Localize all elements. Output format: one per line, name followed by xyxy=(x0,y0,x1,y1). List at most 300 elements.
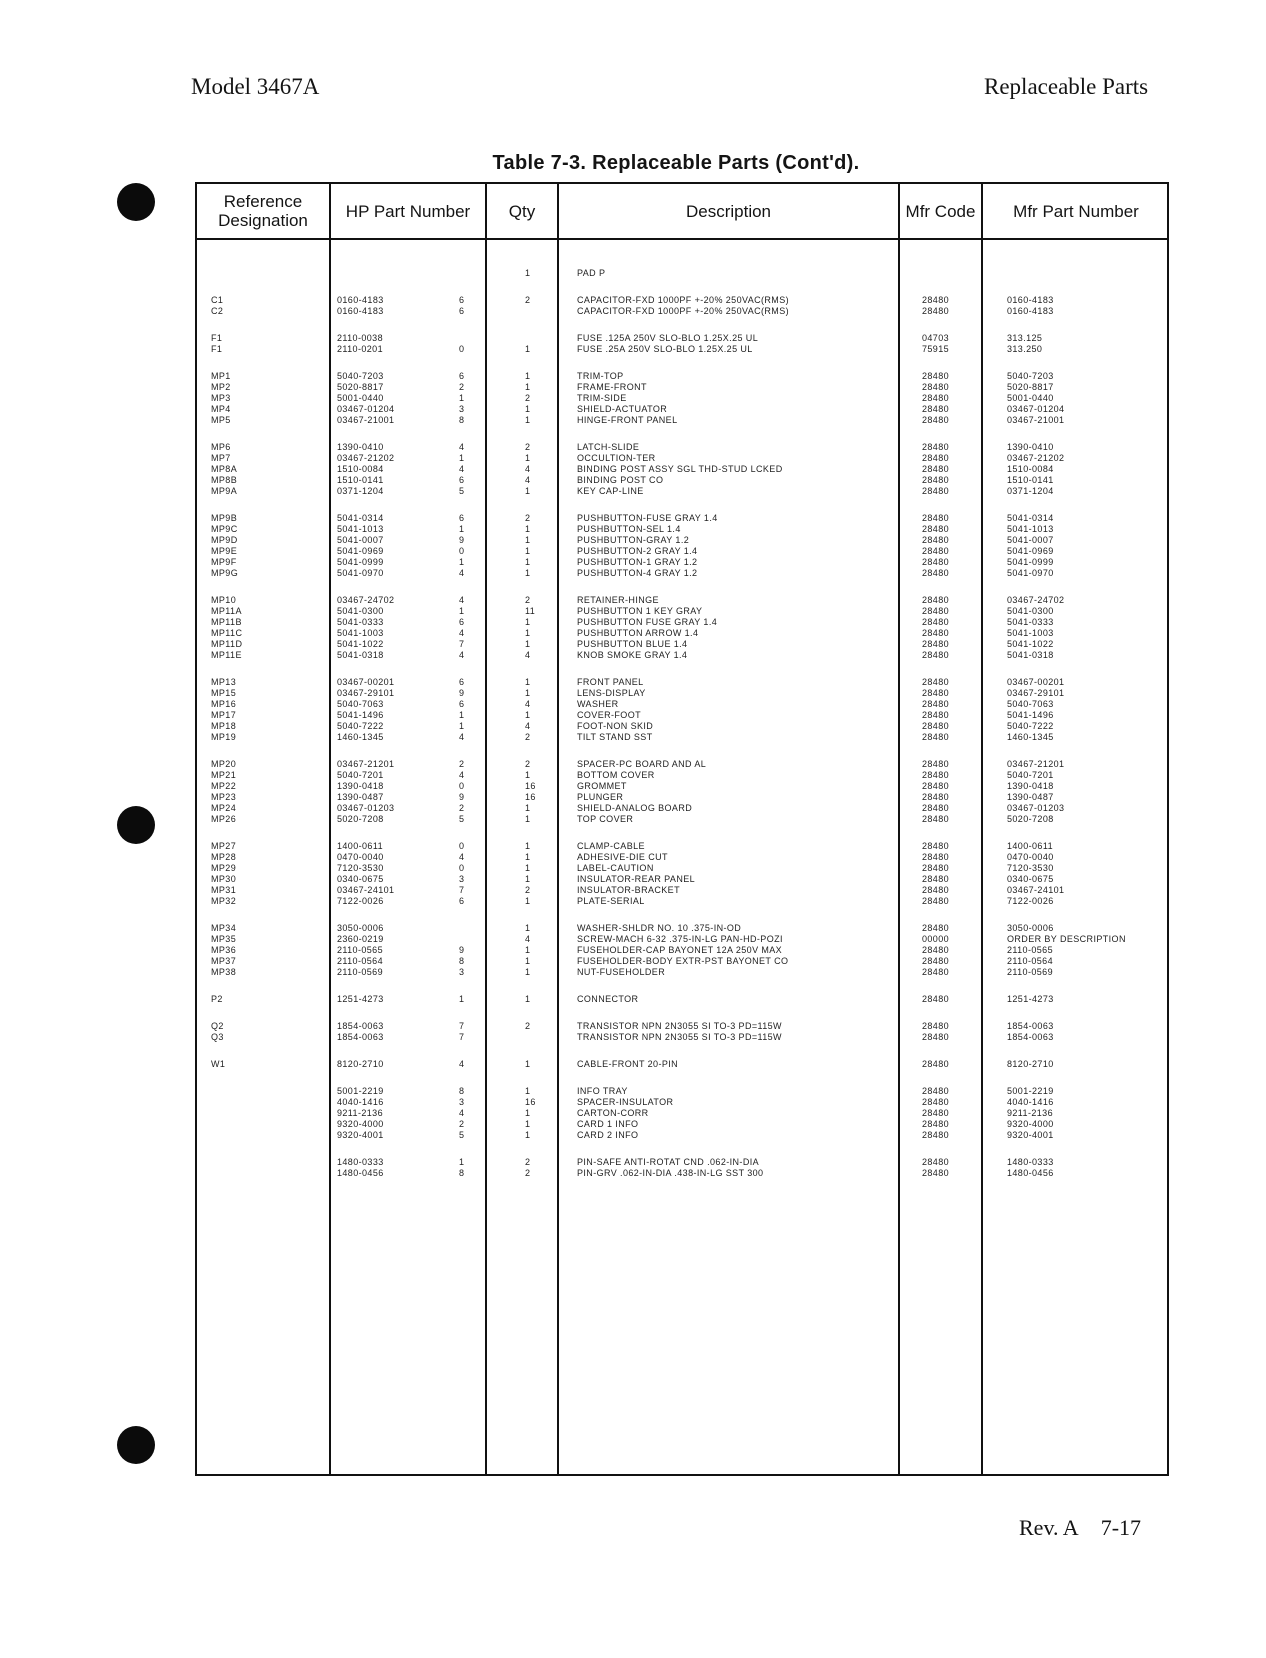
table-row xyxy=(197,1119,1167,1130)
cell-description: TILT STAND SST xyxy=(577,732,653,742)
table-row xyxy=(197,967,1167,978)
cell-mfr-code: 28480 xyxy=(922,557,950,567)
cell-check-digit: 7 xyxy=(459,885,465,895)
cell-reference: MP22 xyxy=(211,781,237,791)
cell-description: FRONT PANEL xyxy=(577,677,644,687)
table-row xyxy=(197,1168,1167,1179)
cell-mfr-code: 28480 xyxy=(922,475,950,485)
header-section: Replaceable Parts xyxy=(984,74,1149,99)
cell-mfr-code: 28480 xyxy=(922,1032,950,1042)
cell-mfr-code: 28480 xyxy=(922,371,950,381)
cell-mfr-part: 0371-1204 xyxy=(1007,486,1054,496)
cell-qty: 1 xyxy=(525,874,531,884)
cell-description: CAPACITOR-FXD 1000PF +-20% 250VAC(RMS) xyxy=(577,295,790,305)
cell-mfr-code: 28480 xyxy=(922,1119,950,1129)
cell-mfr-part: 1854-0063 xyxy=(1007,1021,1054,1031)
cell-hp-part: 0160-4183 xyxy=(337,306,384,316)
cell-qty: 2 xyxy=(525,1157,531,1167)
cell-description: BINDING POST ASSY SGL THD-STUD LCKED xyxy=(577,464,783,474)
cell-hp-part: 5001-0440 xyxy=(337,393,384,403)
cell-hp-part: 03467-01203 xyxy=(337,803,395,813)
cell-description: CABLE-FRONT 20-PIN xyxy=(577,1059,679,1069)
cell-hp-part: 5020-8817 xyxy=(337,382,384,392)
row-group xyxy=(197,442,1167,497)
cell-mfr-code: 28480 xyxy=(922,617,950,627)
cell-check-digit: 7 xyxy=(459,1032,465,1042)
col-header-description: Description xyxy=(685,201,772,221)
cell-mfr-code: 28480 xyxy=(922,863,950,873)
cell-hp-part: 1390-0410 xyxy=(337,442,384,452)
cell-mfr-code: 04703 xyxy=(922,333,950,343)
cell-mfr-code: 28480 xyxy=(922,1157,950,1167)
cell-mfr-part: 9320-4000 xyxy=(1007,1119,1054,1129)
cell-mfr-part: 5041-0970 xyxy=(1007,568,1054,578)
row-group xyxy=(197,759,1167,825)
cell-description: SPACER-PC BOARD AND AL xyxy=(577,759,707,769)
cell-qty: 1 xyxy=(525,814,531,824)
cell-check-digit: 2 xyxy=(459,803,465,813)
cell-hp-part: 1854-0063 xyxy=(337,1032,384,1042)
cell-mfr-code: 28480 xyxy=(922,404,950,414)
table-row xyxy=(197,606,1167,617)
cell-qty: 1 xyxy=(525,546,531,556)
cell-hp-part: 5001-2219 xyxy=(337,1086,384,1096)
cell-mfr-code: 28480 xyxy=(922,1168,950,1178)
cell-qty: 1 xyxy=(525,841,531,851)
cell-qty: 16 xyxy=(525,781,536,791)
cell-qty: 2 xyxy=(525,885,531,895)
cell-hp-part: 2110-0565 xyxy=(337,945,383,955)
row-group xyxy=(197,268,1167,279)
table-row xyxy=(197,1059,1167,1070)
cell-mfr-code: 28480 xyxy=(922,781,950,791)
cell-description: INSULATOR-BRACKET xyxy=(577,885,680,895)
cell-qty: 1 xyxy=(525,945,531,955)
cell-mfr-part: 9320-4001 xyxy=(1007,1130,1054,1140)
cell-description: FUSE .25A 250V SLO-BLO 1.25X.25 UL xyxy=(577,344,753,354)
cell-check-digit: 6 xyxy=(459,475,465,485)
cell-check-digit: 4 xyxy=(459,770,465,780)
cell-mfr-code: 28480 xyxy=(922,1021,950,1031)
cell-qty: 4 xyxy=(525,934,531,944)
cell-check-digit: 9 xyxy=(459,535,465,545)
cell-description: FOOT-NON SKID xyxy=(577,721,654,731)
table-row xyxy=(197,475,1167,486)
cell-reference: MP9G xyxy=(211,568,239,578)
cell-reference: MP7 xyxy=(211,453,231,463)
cell-description: PUSHBUTTON BLUE 1.4 xyxy=(577,639,688,649)
cell-check-digit: 6 xyxy=(459,896,465,906)
cell-mfr-part: 313.250 xyxy=(1007,344,1043,354)
cell-mfr-part: 4040-1416 xyxy=(1007,1097,1054,1107)
cell-hp-part: 0340-0675 xyxy=(337,874,384,884)
cell-mfr-part: 9211-2136 xyxy=(1007,1108,1053,1118)
cell-mfr-part: 5041-1003 xyxy=(1007,628,1054,638)
cell-qty: 2 xyxy=(525,393,531,403)
cell-qty: 1 xyxy=(525,967,531,977)
cell-qty: 4 xyxy=(525,464,531,474)
cell-hp-part: 4040-1416 xyxy=(337,1097,384,1107)
table-row xyxy=(197,404,1167,415)
cell-hp-part: 03467-24702 xyxy=(337,595,395,605)
cell-mfr-part: 5040-7201 xyxy=(1007,770,1054,780)
cell-reference: C2 xyxy=(211,306,224,316)
cell-qty: 1 xyxy=(525,1059,531,1069)
cell-mfr-code: 28480 xyxy=(922,595,950,605)
cell-hp-part: 5041-0314 xyxy=(337,513,384,523)
table-row xyxy=(197,486,1167,497)
table-row xyxy=(197,557,1167,568)
cell-check-digit: 4 xyxy=(459,852,465,862)
table-row xyxy=(197,759,1167,770)
cell-mfr-code: 28480 xyxy=(922,732,950,742)
table-row xyxy=(197,639,1167,650)
cell-check-digit: 6 xyxy=(459,295,465,305)
cell-hp-part: 3050-0006 xyxy=(337,923,384,933)
cell-description: PUSHBUTTON 1 KEY GRAY xyxy=(577,606,703,616)
cell-qty: 2 xyxy=(525,442,531,452)
table-row xyxy=(197,688,1167,699)
cell-mfr-part: 2110-0564 xyxy=(1007,956,1053,966)
cell-check-digit: 0 xyxy=(459,781,465,791)
cell-qty: 2 xyxy=(525,1021,531,1031)
table-row xyxy=(197,863,1167,874)
cell-hp-part: 5041-0318 xyxy=(337,650,384,660)
cell-mfr-part: 0340-0675 xyxy=(1007,874,1054,884)
cell-check-digit: 4 xyxy=(459,1059,465,1069)
cell-qty: 1 xyxy=(525,453,531,463)
cell-description: INSULATOR-REAR PANEL xyxy=(577,874,696,884)
table-body xyxy=(197,242,1167,1179)
cell-mfr-part: 5020-7208 xyxy=(1007,814,1054,824)
row-group xyxy=(197,841,1167,907)
cell-reference: MP9D xyxy=(211,535,238,545)
table-row xyxy=(197,885,1167,896)
cell-qty: 1 xyxy=(525,568,531,578)
cell-reference: MP31 xyxy=(211,885,237,895)
cell-reference: MP8A xyxy=(211,464,238,474)
cell-hp-part: 1510-0084 xyxy=(337,464,384,474)
cell-description: GROMMET xyxy=(577,781,627,791)
cell-mfr-part: 7120-3530 xyxy=(1007,863,1054,873)
cell-mfr-code: 28480 xyxy=(922,677,950,687)
table-row xyxy=(197,524,1167,535)
cell-description: INFO TRAY xyxy=(577,1086,628,1096)
row-group xyxy=(197,371,1167,426)
cell-mfr-code: 28480 xyxy=(922,1097,950,1107)
cell-mfr-code: 28480 xyxy=(922,852,950,862)
table-row xyxy=(197,1130,1167,1141)
cell-check-digit: 2 xyxy=(459,1119,465,1129)
cell-qty: 1 xyxy=(525,486,531,496)
cell-check-digit: 1 xyxy=(459,606,465,616)
cell-hp-part: 9211-2136 xyxy=(337,1108,383,1118)
cell-mfr-code: 28480 xyxy=(922,896,950,906)
table-row xyxy=(197,814,1167,825)
cell-hp-part: 2110-0201 xyxy=(337,344,383,354)
cell-reference: MP5 xyxy=(211,415,231,425)
cell-mfr-code: 28480 xyxy=(922,770,950,780)
cell-reference: MP11E xyxy=(211,650,242,660)
cell-mfr-code: 28480 xyxy=(922,524,950,534)
cell-reference: MP36 xyxy=(211,945,237,955)
cell-mfr-code: 28480 xyxy=(922,792,950,802)
cell-description: WASHER xyxy=(577,699,619,709)
cell-description: WASHER-SHLDR NO. 10 .375-IN-OD xyxy=(577,923,742,933)
cell-description: SHIELD-ANALOG BOARD xyxy=(577,803,693,813)
cell-mfr-part: 1390-0487 xyxy=(1007,792,1054,802)
table-row xyxy=(197,1021,1167,1032)
cell-mfr-code: 28480 xyxy=(922,606,950,616)
cell-reference: MP23 xyxy=(211,792,237,802)
cell-reference: P2 xyxy=(211,994,223,1004)
cell-description: PIN-GRV .062-IN-DIA .438-IN-LG SST 300 xyxy=(577,1168,764,1178)
table-row xyxy=(197,513,1167,524)
cell-mfr-part: 5041-0333 xyxy=(1007,617,1054,627)
cell-mfr-part: 5041-0999 xyxy=(1007,557,1054,567)
cell-qty: 4 xyxy=(525,721,531,731)
cell-check-digit: 0 xyxy=(459,546,465,556)
col-header-mfr-part: Mfr Part Number xyxy=(1013,201,1139,221)
cell-mfr-code: 28480 xyxy=(922,442,950,452)
cell-description: SHIELD-ACTUATOR xyxy=(577,404,668,414)
cell-hp-part: 5040-7063 xyxy=(337,699,384,709)
cell-hp-part: 5041-0999 xyxy=(337,557,384,567)
cell-description: PAD P xyxy=(577,268,606,278)
cell-mfr-code: 28480 xyxy=(922,721,950,731)
cell-qty: 1 xyxy=(525,344,531,354)
cell-mfr-code: 28480 xyxy=(922,1086,950,1096)
cell-mfr-code: 28480 xyxy=(922,803,950,813)
cell-mfr-part: 03467-01204 xyxy=(1007,404,1065,414)
table-row xyxy=(197,306,1167,317)
cell-description: FRAME-FRONT xyxy=(577,382,647,392)
row-group xyxy=(197,513,1167,579)
cell-check-digit: 6 xyxy=(459,513,465,523)
cell-description: LATCH-SLIDE xyxy=(577,442,640,452)
cell-check-digit: 0 xyxy=(459,863,465,873)
cell-check-digit: 5 xyxy=(459,1130,465,1140)
table-row xyxy=(197,721,1167,732)
table-row xyxy=(197,415,1167,426)
cell-reference: MP18 xyxy=(211,721,237,731)
cell-check-digit: 4 xyxy=(459,732,465,742)
row-group xyxy=(197,595,1167,661)
cell-reference: MP9C xyxy=(211,524,238,534)
cell-mfr-part: 0160-4183 xyxy=(1007,306,1054,316)
cell-mfr-part: 0470-0040 xyxy=(1007,852,1054,862)
cell-hp-part: 1480-0333 xyxy=(337,1157,384,1167)
cell-description: SCREW-MACH 6-32 .375-IN-LG PAN-HD-POZI xyxy=(577,934,783,944)
table-row xyxy=(197,268,1167,279)
cell-reference: MP9E xyxy=(211,546,238,556)
cell-mfr-part: 5020-8817 xyxy=(1007,382,1054,392)
table-row xyxy=(197,442,1167,453)
cell-hp-part: 5041-1022 xyxy=(337,639,384,649)
cell-description: LABEL-CAUTION xyxy=(577,863,654,873)
cell-hp-part: 03467-01204 xyxy=(337,404,395,414)
cell-check-digit: 1 xyxy=(459,721,465,731)
cell-check-digit: 6 xyxy=(459,699,465,709)
binder-hole-top xyxy=(117,183,155,221)
cell-qty: 1 xyxy=(525,688,531,698)
cell-hp-part: 5041-0970 xyxy=(337,568,384,578)
cell-check-digit: 5 xyxy=(459,486,465,496)
cell-description: PIN-SAFE ANTI-ROTAT CND .062-IN-DIA xyxy=(577,1157,760,1167)
cell-description: OCCULTION-TER xyxy=(577,453,656,463)
cell-description: PLATE-SERIAL xyxy=(577,896,645,906)
cell-mfr-code: 28480 xyxy=(922,956,950,966)
cell-mfr-part: 1480-0333 xyxy=(1007,1157,1054,1167)
cell-reference: MP35 xyxy=(211,934,237,944)
cell-qty: 2 xyxy=(525,595,531,605)
cell-description: CARTON-CORR xyxy=(577,1108,649,1118)
cell-hp-part: 1390-0487 xyxy=(337,792,384,802)
table-row xyxy=(197,464,1167,475)
cell-mfr-part: 03467-21202 xyxy=(1007,453,1065,463)
col-header-mfr-code: Mfr Code xyxy=(905,201,976,221)
table-row xyxy=(197,595,1167,606)
cell-check-digit: 1 xyxy=(459,393,465,403)
cell-qty: 4 xyxy=(525,650,531,660)
col-header-qty: Qty xyxy=(508,201,536,221)
cell-check-digit: 3 xyxy=(459,967,465,977)
table-row xyxy=(197,874,1167,885)
table-row xyxy=(197,295,1167,306)
cell-mfr-part: 5041-1022 xyxy=(1007,639,1054,649)
cell-description: TRIM-TOP xyxy=(577,371,624,381)
header-model: Model 3467A xyxy=(191,74,320,99)
cell-check-digit: 8 xyxy=(459,956,465,966)
table-title: Table 7-3. Replaceable Parts (Cont'd). xyxy=(492,152,860,174)
cell-check-digit: 8 xyxy=(459,1168,465,1178)
cell-mfr-code: 28480 xyxy=(922,1130,950,1140)
cell-check-digit: 1 xyxy=(459,994,465,1004)
cell-description: SPACER-INSULATOR xyxy=(577,1097,674,1107)
cell-hp-part: 1480-0456 xyxy=(337,1168,384,1178)
cell-mfr-part: 0160-4183 xyxy=(1007,295,1054,305)
table-row xyxy=(197,393,1167,404)
cell-mfr-code: 28480 xyxy=(922,628,950,638)
cell-reference: MP21 xyxy=(211,770,237,780)
cell-hp-part: 03467-21201 xyxy=(337,759,395,769)
table-row xyxy=(197,650,1167,661)
cell-check-digit: 1 xyxy=(459,524,465,534)
cell-mfr-part: 7122-0026 xyxy=(1007,896,1054,906)
row-group xyxy=(197,295,1167,317)
cell-check-digit: 2 xyxy=(459,382,465,392)
cell-reference: MP30 xyxy=(211,874,237,884)
table-row xyxy=(197,934,1167,945)
cell-qty: 1 xyxy=(525,535,531,545)
cell-hp-part: 2110-0038 xyxy=(337,333,383,343)
cell-mfr-part: 03467-24702 xyxy=(1007,595,1065,605)
cell-mfr-code: 28480 xyxy=(922,464,950,474)
cell-qty: 1 xyxy=(525,852,531,862)
cell-check-digit: 0 xyxy=(459,344,465,354)
table-row xyxy=(197,1032,1167,1043)
cell-check-digit: 1 xyxy=(459,453,465,463)
binder-hole-bottom xyxy=(117,1426,155,1464)
cell-hp-part: 03467-00201 xyxy=(337,677,395,687)
cell-description: PUSHBUTTON-1 GRAY 1.2 xyxy=(577,557,698,567)
cell-mfr-part: 5001-2219 xyxy=(1007,1086,1054,1096)
cell-qty: 1 xyxy=(525,371,531,381)
cell-mfr-part: 5041-1496 xyxy=(1007,710,1054,720)
cell-hp-part: 8120-2710 xyxy=(337,1059,384,1069)
cell-description: PLUNGER xyxy=(577,792,624,802)
cell-mfr-code: 28480 xyxy=(922,945,950,955)
cell-reference: MP32 xyxy=(211,896,237,906)
cell-mfr-part: 5040-7222 xyxy=(1007,721,1054,731)
cell-mfr-code: 28480 xyxy=(922,295,950,305)
cell-reference: MP37 xyxy=(211,956,237,966)
cell-reference: F1 xyxy=(211,344,223,354)
cell-mfr-code: 28480 xyxy=(922,1059,950,1069)
cell-mfr-part: 5001-0440 xyxy=(1007,393,1054,403)
cell-description: FUSE .125A 250V SLO-BLO 1.25X.25 UL xyxy=(577,333,759,343)
cell-qty: 1 xyxy=(525,415,531,425)
cell-check-digit: 2 xyxy=(459,759,465,769)
cell-reference: MP27 xyxy=(211,841,237,851)
cell-check-digit: 1 xyxy=(459,557,465,567)
cell-reference: W1 xyxy=(211,1059,226,1069)
cell-reference: MP28 xyxy=(211,852,237,862)
cell-qty: 1 xyxy=(525,923,531,933)
table-row xyxy=(197,732,1167,743)
cell-reference: MP3 xyxy=(211,393,231,403)
cell-reference: MP4 xyxy=(211,404,231,414)
cell-hp-part: 7120-3530 xyxy=(337,863,384,873)
cell-qty: 1 xyxy=(525,617,531,627)
cell-mfr-code: 28480 xyxy=(922,923,950,933)
col-header-reference: Reference Designation xyxy=(218,192,308,230)
cell-description: PUSHBUTTON-SEL 1.4 xyxy=(577,524,681,534)
cell-mfr-part: 2110-0569 xyxy=(1007,967,1053,977)
cell-mfr-part: 03467-01203 xyxy=(1007,803,1065,813)
cell-description: HINGE-FRONT PANEL xyxy=(577,415,678,425)
cell-description: CAPACITOR-FXD 1000PF +-20% 250VAC(RMS) xyxy=(577,306,790,316)
cell-mfr-part: 1460-1345 xyxy=(1007,732,1054,742)
cell-mfr-part: 5041-1013 xyxy=(1007,524,1054,534)
cell-hp-part: 1400-0611 xyxy=(337,841,383,851)
table-row xyxy=(197,792,1167,803)
cell-mfr-code: 28480 xyxy=(922,535,950,545)
cell-check-digit: 0 xyxy=(459,841,465,851)
cell-description: TRANSISTOR NPN 2N3055 SI TO-3 PD=115W xyxy=(577,1032,782,1042)
cell-mfr-part: 1390-0418 xyxy=(1007,781,1054,791)
cell-hp-part: 9320-4000 xyxy=(337,1119,384,1129)
cell-qty: 1 xyxy=(525,628,531,638)
cell-hp-part: 5041-1013 xyxy=(337,524,384,534)
cell-hp-part: 5041-1496 xyxy=(337,710,384,720)
cell-mfr-code: 00000 xyxy=(922,934,950,944)
cell-reference: MP6 xyxy=(211,442,231,452)
cell-mfr-part: 5041-0007 xyxy=(1007,535,1054,545)
cell-reference: MP34 xyxy=(211,923,237,933)
cell-qty: 4 xyxy=(525,475,531,485)
cell-check-digit: 5 xyxy=(459,814,465,824)
cell-qty: 1 xyxy=(525,557,531,567)
cell-mfr-code: 28480 xyxy=(922,1108,950,1118)
cell-hp-part: 0160-4183 xyxy=(337,295,384,305)
cell-mfr-part: 1510-0141 xyxy=(1007,475,1054,485)
cell-description: KNOB SMOKE GRAY 1.4 xyxy=(577,650,688,660)
row-group xyxy=(197,1086,1167,1141)
cell-qty: 16 xyxy=(525,1097,536,1107)
cell-mfr-part: ORDER BY DESCRIPTION xyxy=(1007,934,1126,944)
row-group xyxy=(197,1021,1167,1043)
